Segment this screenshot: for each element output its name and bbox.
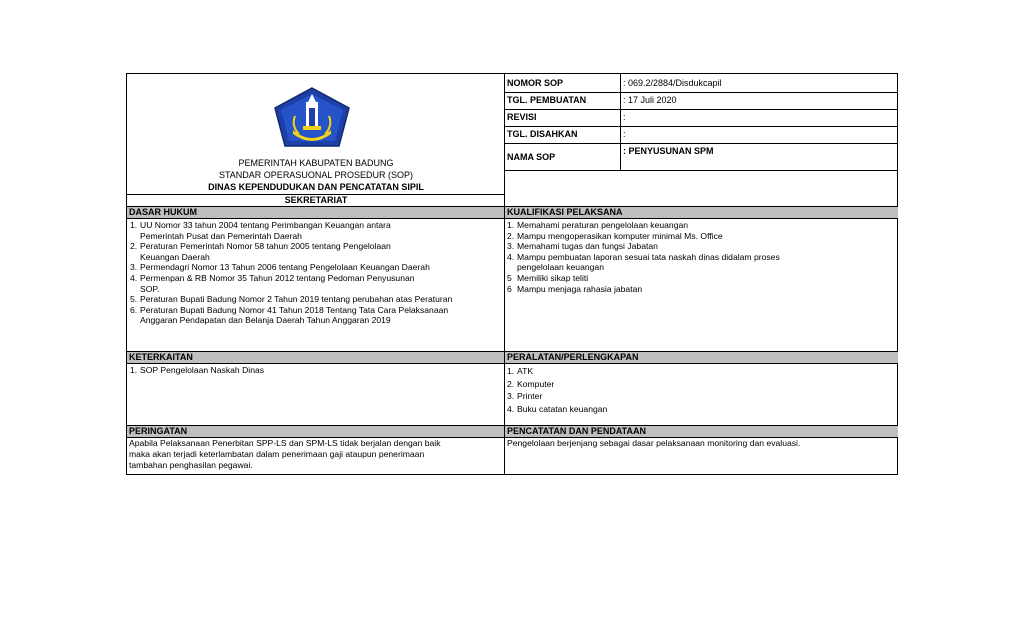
list-item: 5. Peraturan Bupati Badung Nomor 2 Tahun 2019 tentang perubahan atas Peraturan: [130, 294, 453, 305]
list-item: 4. Mampu pembuatan laporan sesuai tata naskah dinas didalam proses pengelolaan keuangan: [507, 251, 780, 273]
list-item: 1. Memahami peraturan pengelolaan keuangan: [507, 220, 689, 230]
list-item: 2. Peraturan Pemerintah Nomor 58 tahun 2005 tentang Pengelolaan Keuangan Daerah: [130, 241, 391, 262]
peringatan-text: Apabila Pelaksanaan Penerbitan SPP-LS dan SPM-LS tidak berjalan dengan baik maka akan terjadi keterlambatan dalam penerimaan gaji ataupun penerimaan tambahan penghasilan pegawai.: [129, 438, 441, 470]
meta-label: NOMOR SOP: [507, 78, 564, 88]
section-header-pencatatan: PENCATATAN DAN PENDATAAN: [505, 426, 898, 437]
meta-row-nomor-sop: [504, 74, 898, 92]
emblem-icon: [273, 86, 351, 148]
peralatan-list: [507, 365, 895, 415]
list-item: 3. Memahami tugas dan fungsi Jabatan: [507, 241, 658, 252]
section-header-peralatan: PERALATAN/PERLENGKAPAN: [505, 352, 898, 363]
list-item: 1. ATK: [507, 366, 534, 376]
pencatatan-text: Pengelolaan berjenjang sebagai dasar pelaksanaan monitoring dan evaluasi.: [507, 438, 801, 448]
list-item: 3. Permendagri Nomor 13 Tahun 2006 tentang Pengelolaan Keuangan Daerah: [130, 262, 430, 273]
sop-standard-title: STANDAR OPERASUONAL PROSEDUR (SOP): [218, 170, 414, 180]
list-item: 4. Buku catatan keuangan: [507, 403, 608, 414]
meta-value: : 069.2/2884/Disdukcapil: [623, 78, 722, 88]
section-header-keterkaitan: KETERKAITAN: [127, 352, 504, 363]
meta-row-tgl-pembuatan: [504, 92, 898, 109]
list-item: 5 Memiliki sikap teliti: [507, 272, 589, 283]
section-header-dasar-hukum: DASAR HUKUM: [127, 207, 504, 218]
list-item: 2. Mampu mengoperasikan komputer minimal Ms. Office: [507, 230, 723, 241]
dasar-hukum-list: [130, 220, 502, 326]
agency-title: DINAS KEPENDUDUKAN DAN PENCATATAN SIPIL: [208, 182, 424, 192]
meta-value: :: [623, 129, 626, 139]
unit-title: SEKRETARIAT: [284, 195, 348, 205]
meta-label: REVISI: [507, 112, 537, 122]
government-title: PEMERINTAH KABUPATEN BADUNG: [238, 158, 394, 168]
list-item: 3. Printer: [507, 391, 543, 401]
meta-label: TGL. DISAHKAN: [507, 129, 578, 139]
section-header-kualifikasi: KUALIFIKASI PELAKSANA: [505, 207, 898, 218]
list-item: 1. SOP Pengelolaan Naskah Dinas: [130, 365, 265, 375]
sop-document: [126, 73, 898, 475]
keterkaitan-list: [130, 365, 502, 376]
meta-label: NAMA SOP: [507, 152, 556, 162]
badung-emblem-logo: [273, 86, 351, 148]
meta-row-nama-sop: [504, 143, 898, 170]
list-item: 1. UU Nomor 33 tahun 2004 tentang Perimbangan Keuangan antara Pemerintah Pusat dan Pemerintah Daerah: [130, 220, 391, 241]
meta-row-tgl-disahkan: [504, 126, 898, 143]
list-item: 6. Peraturan Bupati Badung Nomor 41 Tahun 2018 Tentang Tata Cara Pelaksanaan Anggaran Pendapatan dan Belanja Daerah Tahun Anggaran 2019: [130, 304, 449, 326]
list-item: 2. Komputer: [507, 378, 555, 389]
meta-label: TGL. PEMBUATAN: [507, 95, 587, 105]
list-item: 6 Mampu menjaga rahasia jabatan: [507, 283, 643, 294]
meta-value: :: [623, 112, 626, 122]
kualifikasi-list: [507, 220, 895, 294]
meta-value: : PENYUSUNAN SPM: [623, 146, 714, 156]
meta-row-revisi: [504, 109, 898, 126]
section-header-peringatan: PERINGATAN: [127, 426, 504, 437]
list-item: 4. Permenpan & RB Nomor 35 Tahun 2012 tentang Pedoman Penyusunan SOP.: [130, 272, 415, 294]
meta-value: : 17 Juli 2020: [623, 95, 677, 105]
